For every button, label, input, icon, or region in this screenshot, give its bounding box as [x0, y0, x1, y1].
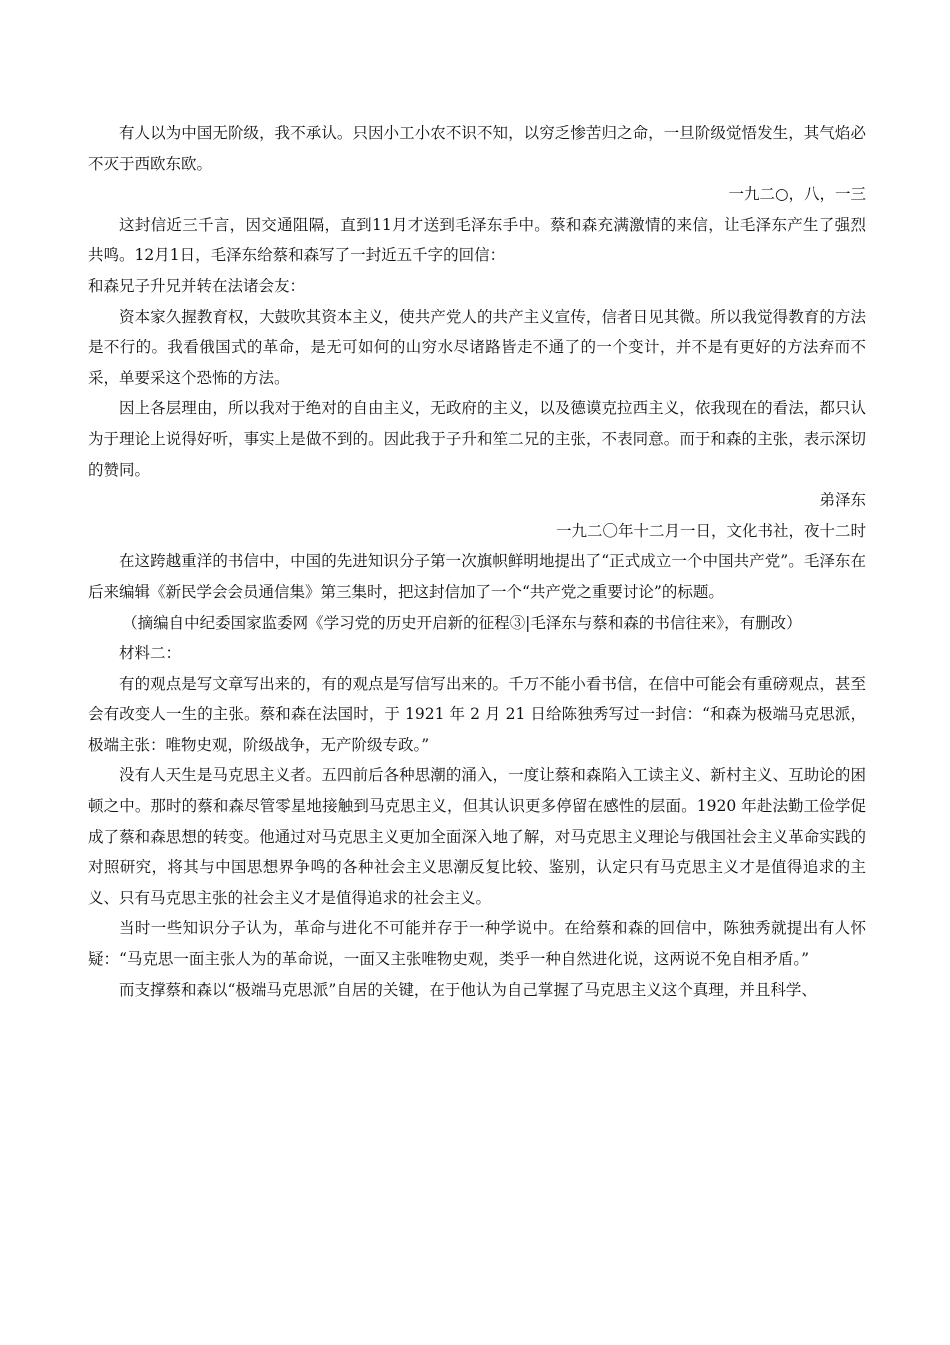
letter-paragraph-1: 有人以为中国无阶级，我不承认。只因小工小农不识不知，以穷乏惨苦归之命，一旦阶级觉悟发生，其气焰必不灭于西欧东欧。 [88, 124, 866, 173]
letter-date-2: 一九二〇年十二月一日，文化书社，夜十二时 [555, 521, 866, 540]
letter-paragraph-2: 资本家久握教育权，大鼓吹其资本主义，使共产党人的共产主义宣传，信者日见其微。所以我觉得教育的方法是不行的。我看俄国式的革命，是无可如何的山穷水尽诸路皆走不通了的一个变计，并不是有更好的方法弃而不采，单要采这个恐怖的方法。 [88, 307, 866, 387]
document-body [88, 118, 866, 1005]
source-citation: （摘编自中纪委国家监委网《学习党的历史开启新的征程③|毛泽东与蔡和森的书信往来》，有删改） [122, 613, 802, 632]
material-two-paragraph-1: 有的观点是写文章写出来的，有的观点是写信写出来的。千万不能小看书信，在信中可能会有重磅观点，甚至会有改变人一生的主张。蔡和森在法国时，于 1921 年 2 月 21 日给陈独秀写过一封信：“和森为极端马克思派，极端主张：唯物史观，阶级战争，无产阶级专政。” [88, 674, 866, 754]
letter-date-1: 一九二○，八，一三 [728, 185, 866, 204]
material-two-paragraph-2: 没有人天生是马克思主义者。五四前后各种思潮的涌入，一度让蔡和森陷入工读主义、新村主义、互助论的困顿之中。那时的蔡和森尽管零星地接触到马克思主义，但其认识更多停留在感性的层面。1920 年赴法勤工俭学促成了蔡和森思想的转变。他通过对马克思主义更加全面深入地了解，对马克思主义理论与俄国社会主义革命实践的对照研究，将其与中国思想界争鸣的各种社会主义思潮反复比较、鉴别，认定只有马克思主义才是值得追求的主义、只有马克思主张的社会主义才是值得追求的社会主义。 [88, 766, 866, 907]
letter-signature: 弟泽东 [819, 491, 866, 510]
narrative-paragraph-1: 这封信近三千言，因交通阻隔，直到11月才送到毛泽东手中。蔡和森充满激情的来信，让毛泽东产生了强烈共鸣。12月1日，毛泽东给蔡和森写了一封近五千字的回信： [88, 215, 866, 265]
material-two-paragraph-4: 而支撑蔡和森以“极端马克思派”自居的关键，在于他认为自己掌握了马克思主义这个真理，并且科学、 [119, 980, 817, 999]
material-two-paragraph-3: 当时一些知识分子认为，革命与进化不可能并存于一种学说中。在给蔡和森的回信中，陈独秀就提出有人怀疑：“马克思一面主张人为的革命说，一面又主张唯物史观，类乎一种自然进化说，这两说不免自相矛盾。” [88, 919, 866, 969]
narrative-paragraph-2: 在这跨越重洋的书信中，中国的先进知识分子第一次旗帜鲜明地提出了“正式成立一个中国共产党”。毛泽东在后来编辑《新民学会会员通信集》第三集时，把这封信加了一个“共产党之重要讨论”的标题。 [88, 552, 866, 601]
material-two-heading: 材料二： [119, 644, 182, 663]
letter-salutation: 和森兄子升兄并转在法诸会友： [88, 276, 306, 295]
letter-paragraph-3: 因上各层理由，所以我对于绝对的自由主义，无政府的主义，以及德谟克拉西主义，依我现在的看法，都只认为于理论上说得好听，事实上是做不到的。因此我于子升和笙二兄的主张，不表同意。而于和森的主张，表示深切的赞同。 [88, 399, 866, 479]
